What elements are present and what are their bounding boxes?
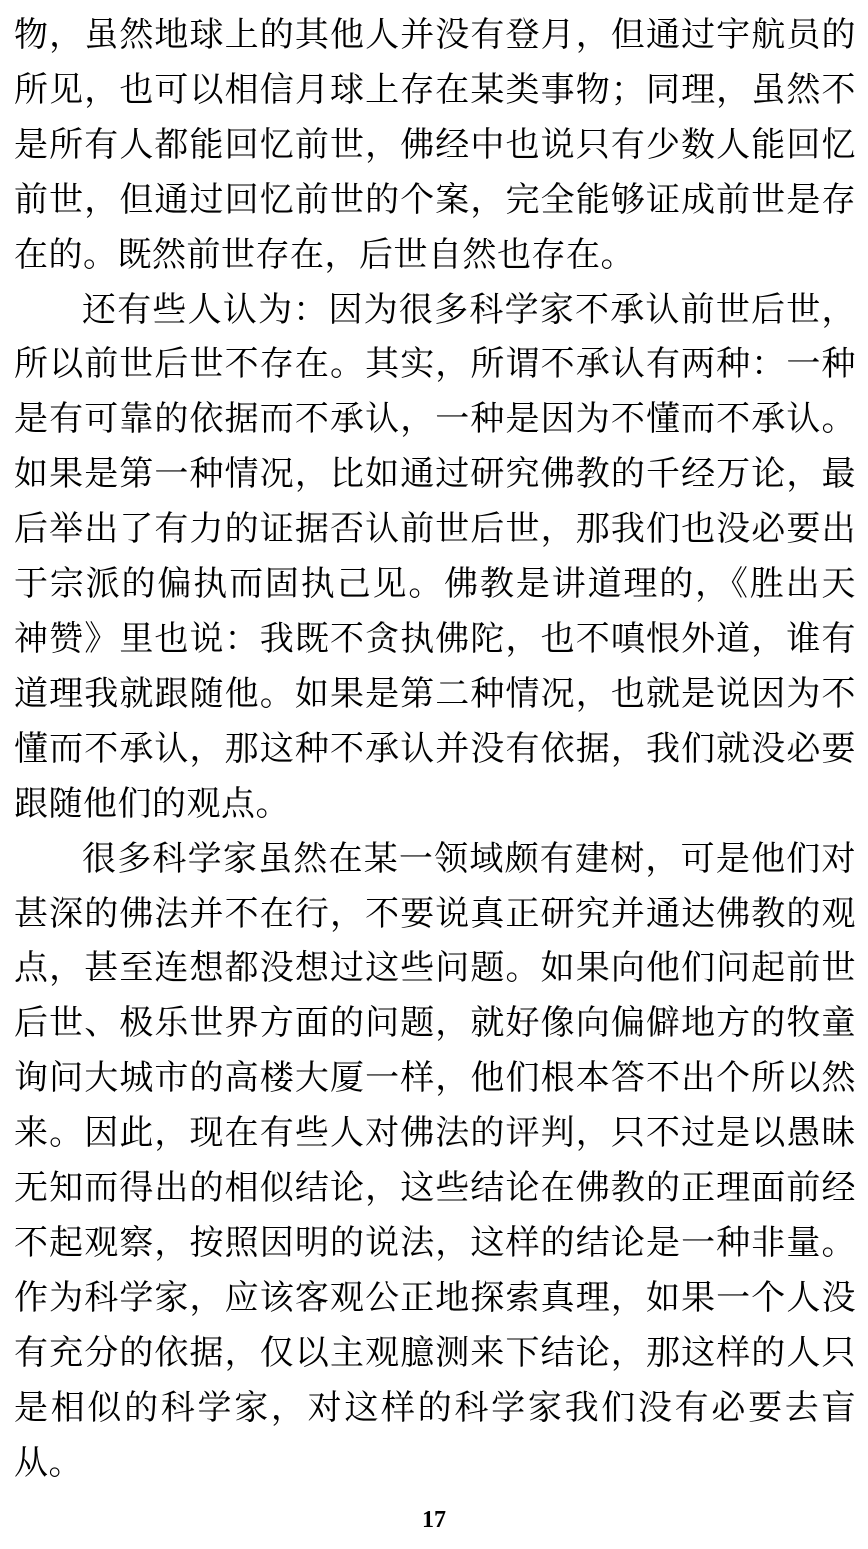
page-number: 17 (422, 1507, 446, 1533)
paragraph-scientists-expertise: 很多科学家虽然在某一领域颇有建树，可是他们对甚深的佛法并不在行，不要说真正研究并通达佛教的观点，甚至连想都没想过这些问题。如果向他们问起前世后世、极乐世界方面的问题，就好像向偏僻地方的牧童询问大城市的高楼大厦一样，他们根本答不出个所以然来。因此，现在有些人对佛法的评判，只不过是以愚昧无知而得出的相似结论，这些结论在佛教的正理面前经不起观察，按照因明的说法，这样的结论是一种非量。作为科学家，应该客观公正地探索真理，如果一个人没有充分的依据，仅以主观臆测来下结论，那这样的人只是相似的科学家，对这样的科学家我们没有必要去盲从。 (14, 838, 856, 1483)
paragraph-scientists-deny: 还有些人认为：因为很多科学家不承认前世后世，所以前世后世不存在。其实，所谓不承认有两种：一种是有可靠的依据而不承认，一种是因为不懂而不承认。如果是第一种情况，比如通过研究佛教的千经万论，最后举出了有力的证据否认前世后世，那我们也没必要出于宗派的偏执而固执己见。佛教是讲道理的，《胜出天神赞》里也说：我既不贪执佛陀，也不嗔恨外道，谁有道理我就跟随他。如果是第二种情况，也就是说因为不懂而不承认，那这种不承认并没有依据，我们就没必要跟随他们的观点。 (14, 289, 856, 824)
paragraph-continued: 物，虽然地球上的其他人并没有登月，但通过宇航员的所见，也可以相信月球上存在某类事物；同理，虽然不是所有人都能回忆前世，佛经中也说只有少数人能回忆前世，但通过回忆前世的个案，完全能够证成前世是存在的。既然前世存在，后世自然也存在。 (14, 15, 856, 275)
document-page (14, 8, 856, 1490)
